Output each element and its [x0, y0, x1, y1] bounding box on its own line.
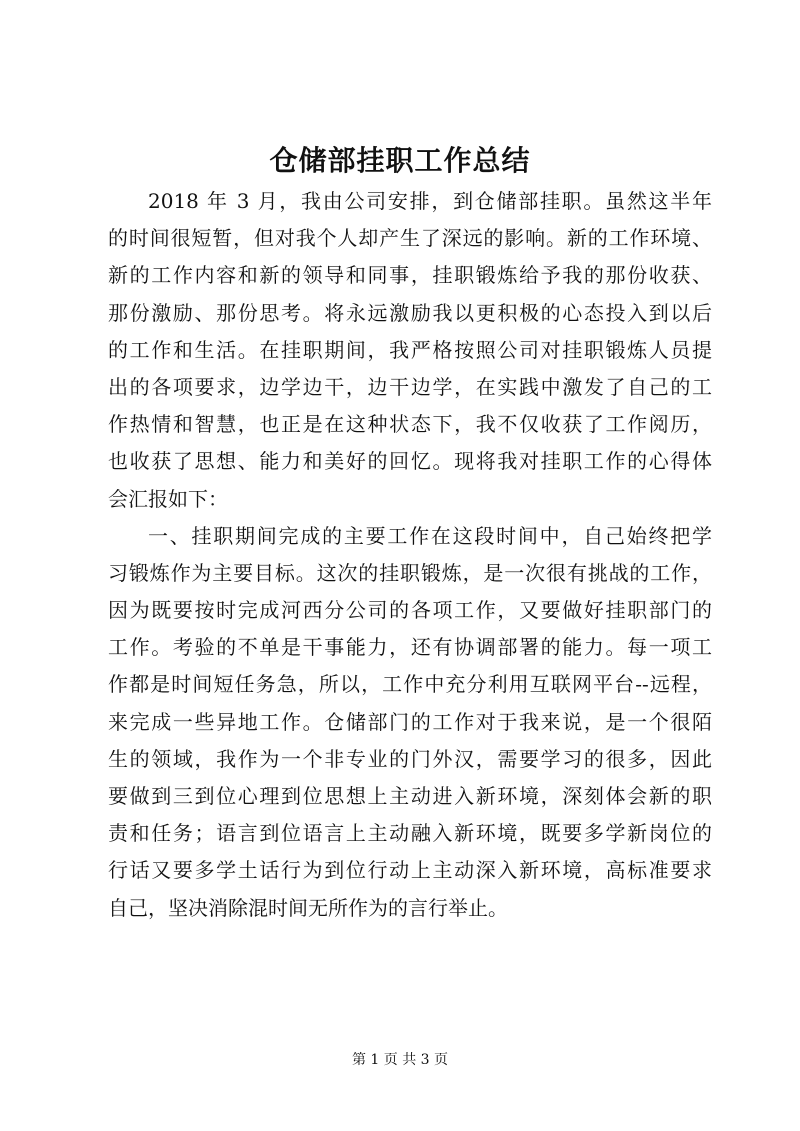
- text-line: 出的各项要求，边学边干，边干边学，在实践中激发了自己的工: [108, 374, 712, 399]
- text-line: 习锻炼作为主要目标。这次的挂职锻炼，是一次很有挑战的工作，: [108, 560, 712, 585]
- text-line: 的时间很短暂，但对我个人却产生了深远的影响。新的工作环境、: [108, 226, 712, 251]
- text-line: 一、挂职期间完成的主要工作在这段时间中，自己始终把学: [148, 523, 712, 548]
- text-line: 自己，坚决消除混时间无所作为的言行举止。: [108, 895, 508, 920]
- paragraph-1: [108, 183, 712, 518]
- text-line: 来完成一些异地工作。仓储部门的工作对于我来说，是一个很陌: [108, 709, 712, 734]
- text-line: 会汇报如下：: [108, 486, 228, 511]
- text-line: 生的领域，我作为一个非专业的门外汉，需要学习的很多，因此: [108, 746, 712, 771]
- text-line: 那份激励、那份思考。将永远激励我以更积极的心态投入到以后: [108, 300, 712, 325]
- text-line: 的工作和生活。在挂职期间，我严格按照公司对挂职锻炼人员提: [108, 337, 712, 362]
- text-line: 2018 年 3 月，我由公司安排，到仓储部挂职。虽然这半年: [148, 189, 712, 213]
- document-title: 仓储部挂职工作总结: [269, 144, 531, 177]
- text-line: 因为既要按时完成河西分公司的各项工作，又要做好挂职部门的: [108, 598, 712, 623]
- text-line: 工作。考验的不单是干事能力，还有协调部署的能力。每一项工: [108, 635, 712, 660]
- page-number: 第 1 页 共 3 页: [351, 1052, 449, 1068]
- text-line: 作热情和智慧，也正是在这种状态下，我不仅收获了工作阅历，: [108, 412, 712, 437]
- text-line: 作都是时间短任务急，所以，工作中充分利用互联网平台--远程，: [108, 672, 712, 697]
- document-body: [108, 183, 712, 927]
- paragraph-2: [108, 518, 712, 927]
- text-line: 新的工作内容和新的领导和同事，挂职锻炼给予我的那份收获、: [108, 263, 712, 288]
- text-line: 也收获了思想、能力和美好的回忆。现将我对挂职工作的心得体: [108, 449, 712, 474]
- text-line: 行话又要多学土话行为到位行动上主动深入新环境，高标准要求: [108, 858, 712, 883]
- text-line: 责和任务；语言到位语言上主动融入新环境，既要多学新岗位的: [108, 821, 712, 846]
- text-line: 要做到三到位心理到位思想上主动进入新环境，深刻体会新的职: [108, 784, 712, 808]
